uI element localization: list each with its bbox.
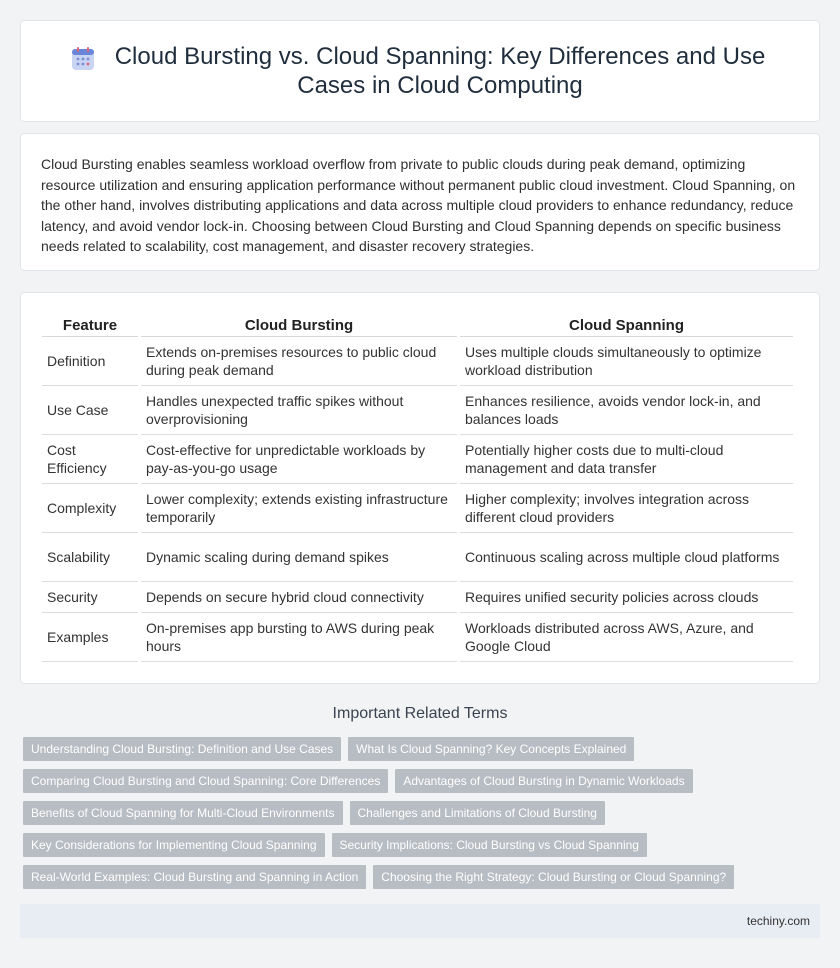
- table-row: [42, 435, 793, 484]
- header-cloud-bursting: Cloud Bursting: [141, 314, 457, 337]
- cloud-bursting-cell: Dynamic scaling during demand spikes: [141, 533, 457, 582]
- title-card: [20, 20, 820, 122]
- tag-row: [23, 801, 823, 825]
- table-row: [42, 386, 793, 435]
- tag-row: [23, 833, 823, 857]
- cloud-bursting-cell: Lower complexity; extends existing infrastructure temporarily: [141, 484, 457, 533]
- cloud-bursting-cell: Cost-effective for unpredictable workloads by pay-as-you-go usage: [141, 435, 457, 484]
- comparison-table: [39, 314, 796, 662]
- feature-cell: Examples: [42, 613, 138, 662]
- related-term-tag[interactable]: Understanding Cloud Bursting: Definition and Use Cases: [23, 737, 341, 761]
- related-term-tag[interactable]: Choosing the Right Strategy: Cloud Bursting or Cloud Spanning?: [373, 865, 734, 889]
- related-term-tag[interactable]: Comparing Cloud Bursting and Cloud Spanning: Core Differences: [23, 769, 388, 793]
- footer: [20, 904, 820, 938]
- comparison-table-card: [20, 292, 820, 684]
- cloud-bursting-cell: Extends on-premises resources to public cloud during peak demand: [141, 337, 457, 386]
- related-term-tag[interactable]: Security Implications: Cloud Bursting vs Cloud Spanning: [332, 833, 647, 857]
- table-row: [42, 337, 793, 386]
- table-row: [42, 613, 793, 662]
- page-title: Cloud Bursting vs. Cloud Spanning: Key Differences and Use Cases in Cloud Computing: [114, 43, 766, 99]
- cloud-spanning-cell: Higher complexity; involves integration across different cloud providers: [460, 484, 793, 533]
- tag-row: [23, 769, 823, 793]
- title-wrap: [70, 42, 770, 100]
- calendar-icon: [70, 46, 96, 72]
- intro-paragraph: Cloud Bursting enables seamless workload overflow from private to public clouds during peak demand, optimizing resource utilization and ensuring application performance without permanent public cloud investment. Cloud Spanning, on the other hand, involves distributing applications and data across multiple cloud providers to enhance redundancy, reduce latency, and avoid vendor lock-in. Choosing between Cloud Bursting and Cloud Spanning depends on specific business needs related to scalability, cost management, and disaster recovery strategies.: [41, 156, 796, 254]
- header-cloud-spanning: Cloud Spanning: [460, 314, 793, 337]
- feature-cell: Definition: [42, 337, 138, 386]
- cloud-spanning-cell: Enhances resilience, avoids vendor lock-in, and balances loads: [460, 386, 793, 435]
- footer-site-link[interactable]: techiny.com: [746, 914, 810, 928]
- table-header-row: [42, 314, 793, 337]
- intro-card: [20, 133, 820, 271]
- tag-row: [23, 865, 823, 889]
- tag-row: [23, 737, 823, 761]
- related-term-tag[interactable]: Benefits of Cloud Spanning for Multi-Cloud Environments: [23, 801, 343, 825]
- header-feature: Feature: [42, 314, 138, 337]
- related-terms-heading: Important Related Terms: [332, 705, 508, 722]
- cloud-spanning-cell: Potentially higher costs due to multi-cloud management and data transfer: [460, 435, 793, 484]
- cloud-spanning-cell: Uses multiple clouds simultaneously to optimize workload distribution: [460, 337, 793, 386]
- table-row: [42, 582, 793, 613]
- related-term-tag[interactable]: What Is Cloud Spanning? Key Concepts Explained: [348, 737, 634, 761]
- cloud-bursting-cell: Depends on secure hybrid cloud connectivity: [141, 582, 457, 613]
- feature-cell: Cost Efficiency: [42, 435, 138, 484]
- feature-cell: Use Case: [42, 386, 138, 435]
- table-row: [42, 484, 793, 533]
- cloud-spanning-cell: Continuous scaling across multiple cloud platforms: [460, 533, 793, 582]
- related-term-tag[interactable]: Challenges and Limitations of Cloud Bursting: [350, 801, 605, 825]
- feature-cell: Complexity: [42, 484, 138, 533]
- related-term-tag[interactable]: Advantages of Cloud Bursting in Dynamic Workloads: [395, 769, 692, 793]
- feature-cell: Security: [42, 582, 138, 613]
- table-row: [42, 533, 793, 582]
- cloud-bursting-cell: Handles unexpected traffic spikes without overprovisioning: [141, 386, 457, 435]
- cloud-spanning-cell: Requires unified security policies across clouds: [460, 582, 793, 613]
- related-term-tag[interactable]: Key Considerations for Implementing Cloud Spanning: [23, 833, 325, 857]
- related-terms-list: [23, 737, 823, 897]
- cloud-spanning-cell: Workloads distributed across AWS, Azure, and Google Cloud: [460, 613, 793, 662]
- feature-cell: Scalability: [42, 533, 138, 582]
- related-term-tag[interactable]: Real-World Examples: Cloud Bursting and Spanning in Action: [23, 865, 366, 889]
- cloud-bursting-cell: On-premises app bursting to AWS during peak hours: [141, 613, 457, 662]
